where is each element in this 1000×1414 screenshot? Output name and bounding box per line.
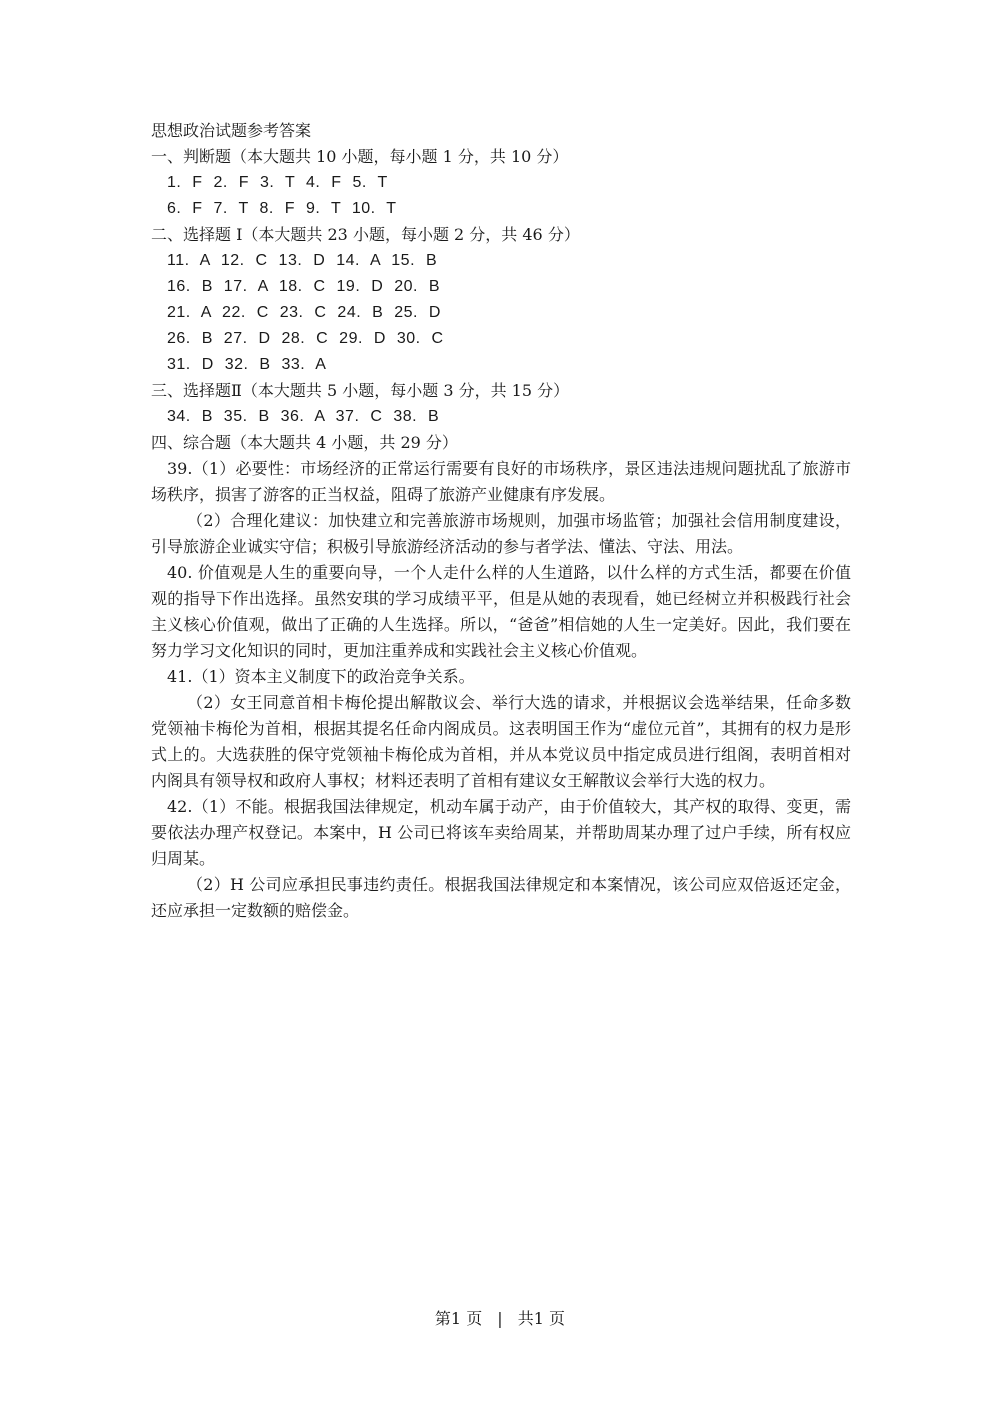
answer-row: 1. F 2. F 3. T 4. F 5. T (167, 174, 388, 191)
footer-separator: | (497, 1309, 503, 1328)
answer-row: 31. D 32. B 33. A (167, 356, 327, 373)
answer-42-part-1: 42.（1）不能。根据我国法律规定，机动车属于动产，由于价值较大，其产权的取得、变更，需要依法办理产权登记。本案中，H 公司已将该车卖给周某，并帮助周某办理了过户手续，所有权应归周某。 (151, 797, 851, 868)
answer-39-part-2: （2）合理化建议：加快建立和完善旅游市场规则，加强市场监管；加强社会信用制度建设，引导旅游企业诚实守信；积极引导旅游经济活动的参与者学法、懂法、守法、用法。 (151, 511, 851, 556)
answer-41-part-1: 41.（1）资本主义制度下的政治竞争关系。 (167, 667, 475, 686)
section-heading-choice-2: 三、选择题Ⅱ（本大题共 5 小题，每小题 3 分，共 15 分） (151, 381, 570, 400)
section-heading-comprehensive: 四、综合题（本大题共 4 小题，共 29 分） (151, 433, 458, 452)
answer-row: 11. A 12. C 13. D 14. A 15. B (167, 252, 438, 269)
section-heading-judgement: 一、判断题（本大题共 10 小题，每小题 1 分，共 10 分） (151, 147, 569, 166)
answer-40: 40. 价值观是人生的重要向导，一个人走什么样的人生道路，以什么样的方式生活，都要在价值观的指导下作出选择。虽然安琪的学习成绩平平，但是从她的表现看，她已经树立并积极践行社会主义核心价值观，做出了正确的人生选择。所以，“爸爸”相信她的人生一定美好。因此，我们要在努力学习文化知识的同时，更加注重养成和实践社会主义核心价值观。 (151, 563, 851, 660)
document-title: 思想政治试题参考答案 (151, 121, 312, 140)
answer-41-part-2: （2）女王同意首相卡梅伦提出解散议会、举行大选的请求，并根据议会选举结果，任命多数党领袖卡梅伦为首相，根据其提名任命内阁成员。这表明国王作为“虚位元首”，其拥有的权力是形式上的。大选获胜的保守党领袖卡梅伦成为首相，并从本党议员中指定成员进行组阁，表明首相对内阁具有领导权和政府人事权；材料还表明了首相有建议女王解散议会举行大选的权力。 (151, 693, 851, 790)
answer-row: 16. B 17. A 18. C 19. D 20. B (167, 278, 441, 295)
page-footer (0, 1308, 1000, 1330)
answer-key-content (151, 118, 851, 924)
answer-row: 21. A 22. C 23. C 24. B 25. D (167, 304, 441, 321)
page-total: 共1 页 (517, 1309, 566, 1328)
answer-row: 34. B 35. B 36. A 37. C 38. B (167, 408, 440, 425)
answer-39-part-1: 39.（1）必要性：市场经济的正常运行需要有良好的市场秩序，景区违法违规问题扰乱了旅游市场秩序，损害了游客的正当权益，阻碍了旅游产业健康有序发展。 (151, 459, 851, 504)
section-heading-choice-1: 二、选择题 I（本大题共 23 小题，每小题 2 分，共 46 分） (151, 225, 580, 244)
page-number: 第1 页 (434, 1309, 483, 1328)
answer-row: 6. F 7. T 8. F 9. T 10. T (167, 200, 397, 217)
answer-row: 26. B 27. D 28. C 29. D 30. C (167, 330, 444, 347)
answer-42-part-2: （2）H 公司应承担民事违约责任。根据我国法律规定和本案情况，该公司应双倍返还定金，还应承担一定数额的赔偿金。 (151, 875, 851, 920)
